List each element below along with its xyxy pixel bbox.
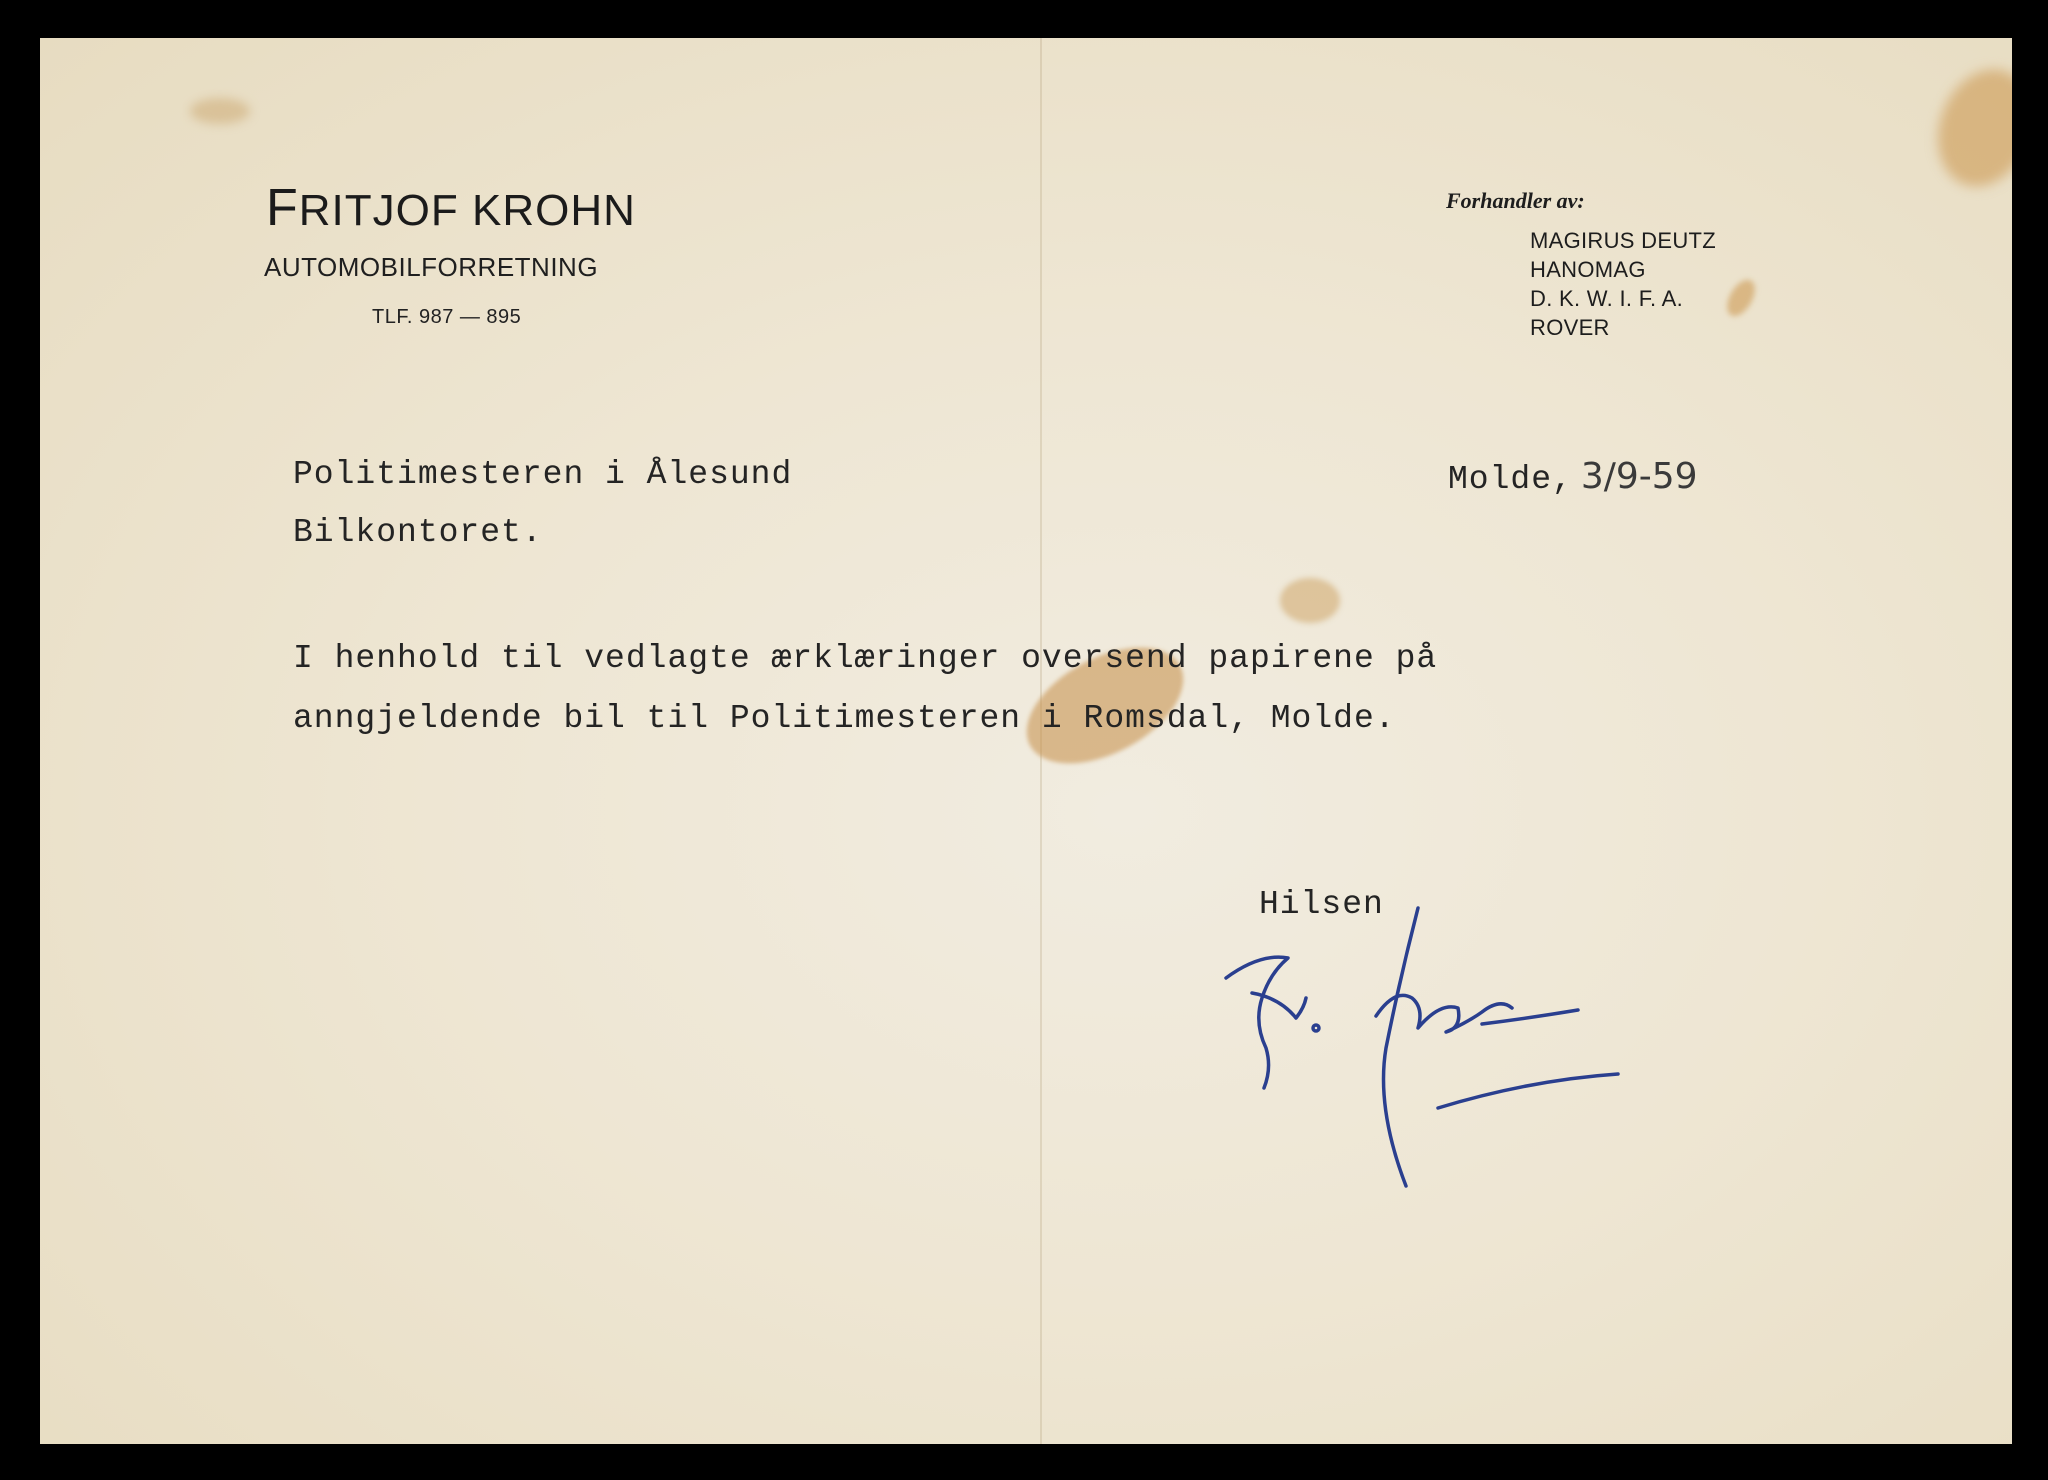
letter-paper — [40, 38, 2012, 1444]
dealer-brand: ROVER — [1530, 315, 1610, 340]
dealer-brand: D. K. W. I. F. A. — [1530, 286, 1684, 311]
company-name: FRITJOF KROHN — [266, 179, 636, 237]
dealer-brand: HANOMAG — [1530, 257, 1646, 282]
greeting: Hilsen — [1259, 886, 1384, 923]
handwritten-signature — [1200, 898, 1650, 1198]
place: Molde, — [1448, 461, 1573, 498]
company-phone: TLF. 987 — 895 — [372, 306, 522, 328]
stain — [1922, 56, 2012, 200]
date: 3/9-59 — [1580, 456, 1698, 497]
signature-dot — [1313, 1025, 1319, 1031]
dealer-title: Forhandler av: — [1446, 188, 1585, 213]
company-business: AUTOMOBILFORRETNING — [264, 252, 599, 282]
signature-stroke — [1482, 1010, 1578, 1024]
stain — [1721, 275, 1760, 321]
body-line-1: I henhold til vedlagte ærklæringer oversend papirene på — [293, 640, 1438, 677]
stain — [190, 98, 250, 124]
body-line-2: anngjeldende bil til Politimesteren i Romsdal, Molde. — [293, 700, 1396, 737]
signature-stroke — [1438, 1074, 1618, 1108]
recipient-line-2: Bilkontoret. — [293, 514, 543, 551]
dealer-brand-list — [1530, 226, 1716, 342]
signature-stroke — [1226, 957, 1288, 1088]
place-date — [1448, 456, 1698, 498]
recipient-line-1: Politimesteren i Ålesund — [293, 456, 793, 493]
stain — [1280, 578, 1340, 623]
dealer-brand: MAGIRUS DEUTZ — [1530, 228, 1717, 253]
signature-stroke — [1384, 908, 1419, 1186]
